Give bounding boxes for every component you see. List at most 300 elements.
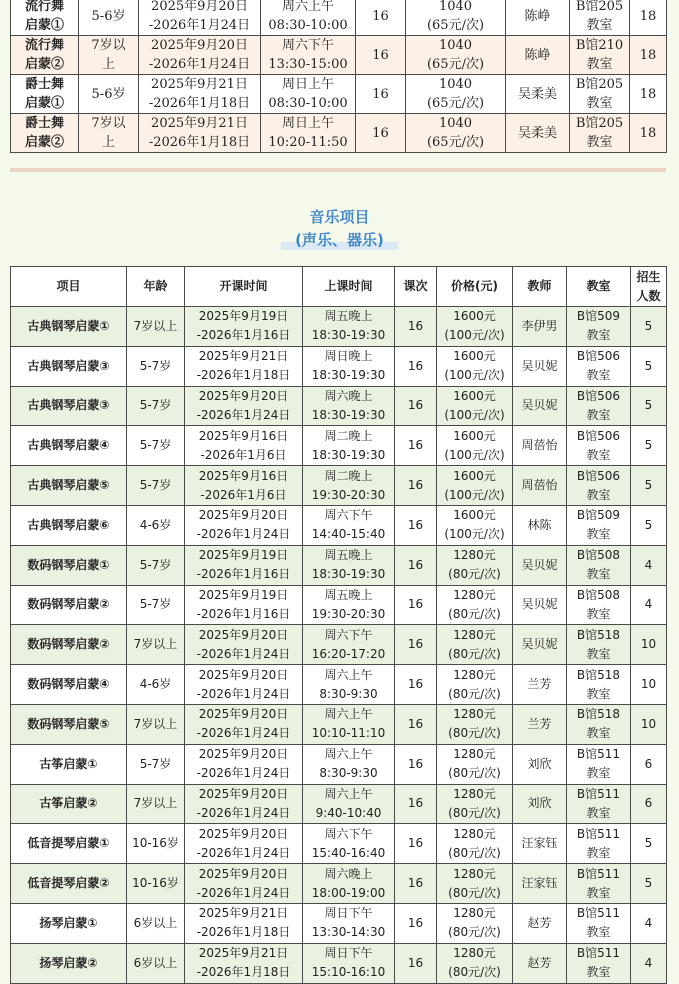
period-cell — [139, 75, 261, 114]
room-cell — [567, 784, 631, 824]
quota-cell-line1: 5 — [644, 876, 653, 891]
teacher-cell — [513, 505, 567, 545]
teacher-cell-line1: 赵芳 — [527, 955, 552, 970]
price-cell — [437, 784, 513, 824]
table-row — [11, 704, 667, 744]
room-cell — [567, 864, 631, 904]
room-cell — [570, 36, 630, 75]
project-cell — [11, 625, 127, 665]
age-cell — [127, 824, 185, 864]
time-cell-line1: 周二晚上 — [324, 428, 373, 443]
period-cell — [139, 36, 261, 75]
table-row — [11, 545, 667, 585]
quota-cell-line1: 4 — [644, 557, 653, 572]
age-cell — [127, 346, 185, 386]
period-cell — [139, 0, 261, 36]
dance-course-table — [10, 0, 667, 153]
project-cell — [11, 307, 127, 347]
period-cell-line2: -2026年1月24日 — [196, 686, 291, 701]
price-cell-line2: (80元/次) — [448, 686, 501, 701]
table-row — [11, 75, 667, 114]
price-cell — [406, 75, 506, 114]
price-cell-line2: (100元/次) — [444, 328, 505, 343]
period-cell-line2: -2026年1月18日 — [196, 925, 291, 940]
time-cell-line2: 08:30-10:00 — [268, 96, 348, 111]
quota-cell-line1: 10 — [640, 716, 657, 731]
time-cell — [303, 346, 395, 386]
room-cell — [567, 943, 631, 983]
quota-cell-line1: 10 — [640, 677, 657, 692]
teacher-cell — [513, 784, 567, 824]
price-cell-line2: (80元/次) — [448, 885, 501, 900]
header-count: 课次 — [395, 267, 437, 307]
count-cell-line1: 16 — [372, 8, 389, 24]
room-cell — [567, 346, 631, 386]
price-cell — [437, 585, 513, 625]
section-subtitle: (声乐、器乐) — [287, 229, 392, 252]
price-cell — [437, 307, 513, 347]
count-cell — [356, 0, 406, 36]
time-cell-line2: 18:30-19:30 — [311, 407, 386, 422]
teacher-cell-line1: 吴贝妮 — [521, 637, 558, 652]
count-cell — [395, 784, 437, 824]
room-cell-line1: B馆509 — [576, 508, 621, 523]
room-cell — [570, 0, 630, 36]
time-cell-line2: 18:30-19:30 — [311, 368, 386, 383]
header-quota-line1: 招生 — [636, 269, 661, 284]
time-cell — [303, 704, 395, 744]
price-cell-line1: 1280元 — [453, 866, 496, 881]
teacher-cell-line1: 刘欣 — [527, 796, 552, 811]
room-cell-line1: B馆205 — [575, 116, 624, 131]
project-cell-line1: 古典钢琴启蒙① — [27, 318, 110, 333]
price-cell-line1: 1280元 — [453, 906, 496, 921]
quota-cell — [631, 824, 667, 864]
age-cell — [127, 426, 185, 466]
count-cell-line1: 16 — [407, 915, 424, 930]
music-section-heading — [0, 206, 679, 252]
count-cell — [395, 625, 437, 665]
period-cell-line1: 2025年9月21日 — [198, 946, 289, 961]
price-cell-line2: (65元/次) — [426, 135, 485, 150]
period-cell-line1: 2025年9月20日 — [198, 747, 289, 762]
count-cell — [395, 744, 437, 784]
age-cell-line1: 6岁以上 — [133, 915, 178, 930]
teacher-cell — [513, 307, 567, 347]
time-cell-line2: 18:30-19:30 — [311, 328, 386, 343]
project-cell-line2: 启蒙② — [24, 135, 64, 150]
time-cell-line2: 19:30-20:30 — [311, 606, 386, 621]
price-cell — [437, 545, 513, 585]
project-cell — [11, 585, 127, 625]
period-cell-line2: -2026年1月6日 — [200, 447, 287, 462]
period-cell-line1: 2025年9月19日 — [198, 587, 289, 602]
count-cell — [395, 903, 437, 943]
room-cell — [567, 585, 631, 625]
age-cell — [127, 704, 185, 744]
project-cell-line1: 古筝启蒙② — [39, 796, 98, 811]
count-cell — [395, 426, 437, 466]
age-cell-line2: 上 — [101, 57, 115, 72]
time-cell-line1: 周六下午 — [324, 826, 373, 841]
price-cell-line1: 1280元 — [453, 707, 496, 722]
price-cell-line2: (80元/次) — [448, 606, 501, 621]
room-cell-line1: B馆506 — [576, 388, 621, 403]
room-cell-line2: 教室 — [586, 57, 613, 72]
period-cell — [185, 665, 303, 705]
project-cell — [11, 903, 127, 943]
period-cell-line2: -2026年1月6日 — [200, 487, 287, 502]
period-cell-line2: -2026年1月16日 — [196, 606, 291, 621]
price-cell-line1: 1280元 — [453, 627, 496, 642]
teacher-cell — [513, 545, 567, 585]
time-cell-line2: 15:10-16:10 — [311, 965, 386, 980]
quota-cell-line1: 4 — [644, 915, 653, 930]
period-cell-line2: -2026年1月24日 — [196, 766, 291, 781]
count-cell — [395, 824, 437, 864]
time-cell — [303, 665, 395, 705]
price-cell-line1: 1600元 — [453, 309, 496, 324]
room-cell-line1: B馆511 — [576, 747, 621, 762]
project-cell-line1: 数码钢琴启蒙② — [27, 637, 110, 652]
table-row — [11, 505, 667, 545]
room-cell — [567, 386, 631, 426]
price-cell-line2: (80元/次) — [448, 805, 501, 820]
room-cell-line2: 教室 — [586, 447, 611, 462]
price-cell — [437, 505, 513, 545]
table-row — [11, 824, 667, 864]
quota-cell-line1: 18 — [639, 8, 657, 24]
age-cell-line2: 上 — [101, 135, 115, 150]
age-cell-line1: 7岁以 — [91, 38, 126, 53]
teacher-cell — [513, 864, 567, 904]
age-cell — [79, 36, 139, 75]
section-divider — [10, 168, 666, 172]
teacher-cell-line1: 兰芳 — [527, 716, 552, 731]
time-cell-line1: 周六上午 — [281, 0, 334, 14]
teacher-cell-line1: 林陈 — [527, 517, 552, 532]
time-cell — [303, 824, 395, 864]
period-cell-line2: -2026年1月24日 — [196, 845, 291, 860]
age-cell — [127, 864, 185, 904]
room-cell-line1: B馆511 — [576, 946, 621, 961]
room-cell — [567, 426, 631, 466]
teacher-cell — [513, 943, 567, 983]
time-cell-line2: 10:10-11:10 — [311, 726, 386, 741]
count-cell-line1: 16 — [407, 358, 424, 373]
period-cell — [139, 114, 261, 153]
room-cell-line2: 教室 — [586, 805, 611, 820]
quota-cell — [631, 466, 667, 506]
age-cell — [127, 307, 185, 347]
period-cell — [185, 585, 303, 625]
teacher-cell-line1: 汪家钰 — [521, 876, 558, 891]
count-cell-line1: 16 — [407, 716, 424, 731]
project-cell — [11, 784, 127, 824]
project-cell-line1: 扬琴启蒙② — [39, 955, 98, 970]
room-cell-line2: 教室 — [586, 766, 611, 781]
project-cell — [11, 545, 127, 585]
room-cell — [567, 545, 631, 585]
period-cell-line1: 2025年9月20日 — [198, 667, 289, 682]
time-cell-line2: 18:30-19:30 — [311, 567, 386, 582]
price-cell — [437, 426, 513, 466]
room-cell-line2: 教室 — [586, 527, 611, 542]
quota-cell — [631, 585, 667, 625]
teacher-cell-line1: 吴柔美 — [517, 86, 557, 102]
period-cell-line1: 2025年9月20日 — [198, 826, 289, 841]
quota-cell-line1: 5 — [644, 438, 653, 453]
count-cell-line1: 16 — [407, 955, 424, 970]
room-cell-line2: 教室 — [586, 646, 611, 661]
teacher-cell-line1: 李伊男 — [521, 318, 558, 333]
header-price: 价格(元) — [437, 267, 513, 307]
room-cell — [567, 466, 631, 506]
period-cell-line2: -2026年1月16日 — [196, 328, 291, 343]
section-title: 音乐项目 — [309, 208, 370, 226]
count-cell — [356, 75, 406, 114]
count-cell-line1: 16 — [407, 398, 424, 413]
quota-cell-line1: 5 — [644, 478, 653, 493]
age-cell-line1: 5-7岁 — [139, 398, 172, 413]
table-row — [11, 744, 667, 784]
project-cell-line1: 古典钢琴启蒙④ — [27, 438, 110, 453]
time-cell — [303, 307, 395, 347]
quota-cell-line1: 6 — [644, 796, 653, 811]
time-cell-line2: 15:40-16:40 — [311, 845, 386, 860]
price-cell — [437, 665, 513, 705]
room-cell-line2: 教室 — [586, 606, 611, 621]
period-cell-line1: 2025年9月21日 — [198, 906, 289, 921]
age-cell-line1: 6岁以上 — [133, 955, 178, 970]
room-cell-line1: B馆508 — [576, 587, 621, 602]
price-cell-line1: 1600元 — [453, 508, 496, 523]
teacher-cell-line1: 吴贝妮 — [521, 597, 558, 612]
room-cell-line1: B馆518 — [576, 707, 621, 722]
teacher-cell-line1: 吴贝妮 — [521, 398, 558, 413]
room-cell-line2: 教室 — [586, 845, 611, 860]
table-row — [11, 466, 667, 506]
time-cell-line1: 周五晚上 — [324, 587, 373, 602]
period-cell — [185, 864, 303, 904]
age-cell — [127, 903, 185, 943]
room-cell-line2: 教室 — [586, 328, 611, 343]
period-cell — [185, 625, 303, 665]
period-cell-line1: 2025年9月19日 — [198, 548, 289, 563]
price-cell-line2: (80元/次) — [448, 646, 501, 661]
project-cell — [11, 466, 127, 506]
price-cell-line1: 1600元 — [453, 428, 496, 443]
time-cell-line2: 10:20-11:50 — [268, 135, 348, 150]
table-row — [11, 426, 667, 466]
period-cell-line2: -2026年1月24日 — [196, 407, 291, 422]
header-quota-line2: 人数 — [636, 288, 661, 303]
quota-cell — [631, 784, 667, 824]
project-cell-line2: 启蒙① — [24, 96, 64, 111]
period-cell — [185, 744, 303, 784]
room-cell-line1: B馆518 — [576, 627, 621, 642]
count-cell-line1: 16 — [407, 517, 424, 532]
time-cell-line1: 周六下午 — [281, 38, 334, 53]
age-cell-line1: 5-7岁 — [139, 438, 172, 453]
period-cell — [185, 307, 303, 347]
quota-cell-line1: 5 — [644, 358, 653, 373]
project-cell — [11, 0, 79, 36]
price-cell-line2: (100元/次) — [444, 447, 505, 462]
price-cell — [437, 466, 513, 506]
room-cell — [567, 505, 631, 545]
age-cell-line1: 7岁以上 — [133, 637, 178, 652]
time-cell-line1: 周六上午 — [324, 667, 373, 682]
teacher-cell-line1: 陈峥 — [524, 47, 551, 63]
table-row — [11, 307, 667, 347]
period-cell — [185, 704, 303, 744]
header-period: 开课时间 — [185, 267, 303, 307]
time-cell-line1: 周六下午 — [324, 508, 373, 523]
price-cell — [437, 903, 513, 943]
room-cell-line2: 教室 — [586, 965, 611, 980]
quota-cell — [631, 505, 667, 545]
table-row — [11, 665, 667, 705]
age-cell-line1: 4-6岁 — [139, 517, 172, 532]
count-cell-line1: 16 — [407, 438, 424, 453]
age-cell-line1: 5-6岁 — [91, 86, 126, 102]
price-cell-line1: 1280元 — [453, 548, 496, 563]
project-cell-line1: 流行舞 — [24, 38, 64, 53]
table-row — [11, 36, 667, 75]
count-cell-line1: 16 — [407, 597, 424, 612]
room-cell-line1: B馆511 — [576, 826, 621, 841]
count-cell-line1: 16 — [372, 125, 389, 141]
period-cell-line2: -2026年1月18日 — [148, 96, 251, 111]
time-cell-line1: 周六上午 — [324, 707, 373, 722]
count-cell-line1: 16 — [372, 47, 389, 63]
period-cell-line2: -2026年1月24日 — [148, 57, 251, 72]
time-cell — [303, 426, 395, 466]
price-cell — [437, 346, 513, 386]
count-cell-line1: 16 — [407, 796, 424, 811]
room-cell-line2: 教室 — [586, 368, 611, 383]
price-cell-line2: (80元/次) — [448, 925, 501, 940]
project-cell-line1: 数码钢琴启蒙⑤ — [27, 716, 110, 731]
count-cell — [395, 505, 437, 545]
project-cell-line1: 古典钢琴启蒙⑥ — [27, 517, 110, 532]
quota-cell — [631, 665, 667, 705]
time-cell-line2: 13:30-15:00 — [268, 57, 348, 72]
price-cell-line2: (65元/次) — [426, 18, 485, 33]
quota-cell — [631, 426, 667, 466]
time-cell-line2: 8:30-9:30 — [319, 766, 378, 781]
time-cell-line2: 18:00-19:00 — [311, 885, 386, 900]
project-cell-line1: 数码钢琴启蒙④ — [27, 677, 110, 692]
age-cell — [79, 75, 139, 114]
time-cell — [303, 784, 395, 824]
teacher-cell-line1: 吴贝妮 — [521, 557, 558, 572]
period-cell-line2: -2026年1月24日 — [196, 726, 291, 741]
quota-cell — [631, 704, 667, 744]
room-cell-line2: 教室 — [586, 567, 611, 582]
count-cell — [395, 466, 437, 506]
price-cell-line2: (65元/次) — [426, 96, 485, 111]
time-cell-line2: 8:30-9:30 — [319, 686, 378, 701]
time-cell — [303, 466, 395, 506]
quota-cell-line1: 18 — [639, 47, 657, 63]
price-cell-line1: 1280元 — [453, 747, 496, 762]
quota-cell-line1: 4 — [644, 955, 653, 970]
room-cell — [567, 307, 631, 347]
room-cell-line1: B馆506 — [576, 349, 621, 364]
time-cell-line1: 周日上午 — [281, 116, 334, 131]
age-cell-line1: 5-7岁 — [139, 756, 172, 771]
age-cell — [127, 784, 185, 824]
table-row — [11, 943, 667, 983]
music-course-table — [10, 266, 667, 984]
teacher-cell — [513, 704, 567, 744]
price-cell-line2: (80元/次) — [448, 726, 501, 741]
period-cell — [185, 903, 303, 943]
quota-cell-line1: 18 — [639, 125, 657, 141]
project-cell — [11, 505, 127, 545]
age-cell — [127, 505, 185, 545]
teacher-cell — [513, 824, 567, 864]
project-cell-line1: 低音提琴启蒙② — [27, 876, 110, 891]
period-cell-line2: -2026年1月18日 — [196, 368, 291, 383]
project-cell-line1: 古典钢琴启蒙③ — [27, 398, 110, 413]
room-cell — [570, 114, 630, 153]
quota-cell — [631, 625, 667, 665]
room-cell-line2: 教室 — [586, 925, 611, 940]
age-cell-line1: 5-6岁 — [91, 8, 126, 24]
price-cell — [406, 0, 506, 36]
count-cell-line1: 16 — [407, 318, 424, 333]
header-age: 年龄 — [127, 267, 185, 307]
room-cell-line1: B馆511 — [576, 866, 621, 881]
header-time: 上课时间 — [303, 267, 395, 307]
count-cell-line1: 16 — [407, 756, 424, 771]
count-cell — [395, 545, 437, 585]
age-cell-line1: 5-7岁 — [139, 557, 172, 572]
age-cell-line1: 4-6岁 — [139, 677, 172, 692]
table-row — [11, 864, 667, 904]
project-cell-line2: 启蒙② — [24, 57, 64, 72]
price-cell — [437, 625, 513, 665]
count-cell — [356, 36, 406, 75]
price-cell-line1: 1600元 — [453, 349, 496, 364]
teacher-cell — [506, 36, 570, 75]
age-cell — [127, 744, 185, 784]
project-cell-line1: 古典钢琴启蒙③ — [27, 358, 110, 373]
period-cell-line1: 2025年9月21日 — [151, 77, 248, 92]
quota-cell-line1: 4 — [644, 597, 653, 612]
time-cell — [303, 505, 395, 545]
teacher-cell — [513, 426, 567, 466]
price-cell-line1: 1040 — [438, 0, 473, 14]
teacher-cell-line1: 周蓓怡 — [521, 438, 558, 453]
count-cell-line1: 16 — [407, 637, 424, 652]
project-cell — [11, 744, 127, 784]
count-cell — [395, 585, 437, 625]
room-cell — [570, 75, 630, 114]
time-cell-line2: 9:40-10:40 — [315, 805, 382, 820]
table-row — [11, 386, 667, 426]
project-cell-line1: 扬琴启蒙① — [39, 915, 98, 930]
header-room: 教室 — [567, 267, 631, 307]
project-cell — [11, 665, 127, 705]
teacher-cell-line1: 周蓓怡 — [521, 478, 558, 493]
period-cell-line1: 2025年9月20日 — [151, 38, 248, 53]
room-cell-line1: B馆506 — [576, 468, 621, 483]
room-cell-line2: 教室 — [586, 885, 611, 900]
